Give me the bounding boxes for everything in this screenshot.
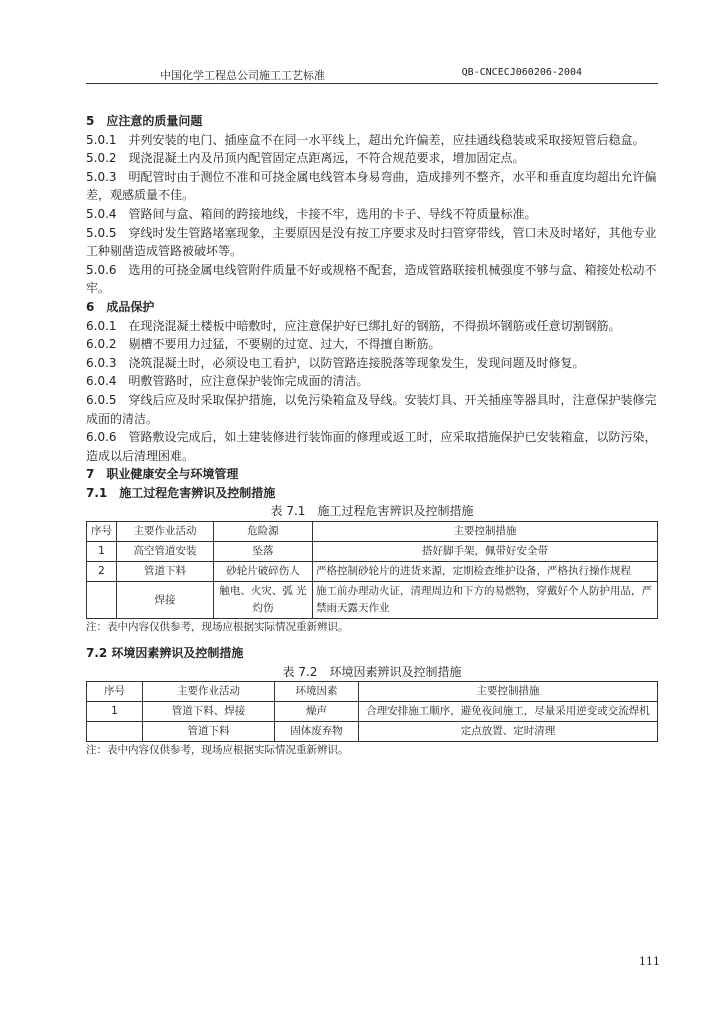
cell-measures: 严格控制砂轮片的进货来源，定期检查维护设备，严格执行操作规程 [313, 562, 658, 582]
table-7-1-caption: 表 7.1 施工过程危害辨识及控制措施 [270, 504, 474, 519]
cell-measures: 搭好脚手架，佩带好安全带 [313, 542, 658, 562]
paragraph-5-0-2: 5.0.2 现浇混凝土内及吊顶内配管固定点距离远，不符合规范要求，增加固定点。 [86, 151, 525, 166]
page-header [86, 67, 658, 84]
cell-activity: 管道下料、焊接 [143, 702, 275, 722]
header-code: QB-CNCECJ060206-2004 [461, 67, 582, 78]
cell-hazard: 触电、火灾、弧 光灼伤 [214, 582, 313, 619]
table-row [87, 542, 658, 562]
cell-activity: 焊接 [117, 582, 214, 619]
document-body [86, 112, 658, 759]
paragraph-6-0-1: 6.0.1 在现浇混凝土楼板中暗敷时，应注意保护好已绑扎好的钢筋，不得损坏钢筋或任意切割钢筋。 [86, 318, 621, 333]
table-row [87, 722, 658, 742]
paragraph-5-0-6: 5.0.6 选用的可挠金属电线管附件质量不好或规格不配套，造成管路联接机械强度不够与盒、箱接处松动不牢。 [86, 262, 657, 296]
hazard-table [86, 521, 658, 619]
header-cell: 主要作业活动 [117, 522, 214, 542]
header-cell: 主要控制措施 [313, 522, 658, 542]
paragraph-5-0-4: 5.0.4 管路间与盒、箱间的跨接地线，卡接不牢，选用的卡子、导线不符质量标准。 [86, 206, 537, 221]
paragraph-5-0-1: 5.0.1 并列安装的电门、插座盒不在同一水平线上，超出允许偏差，应挂通线稳装或采取接短管后稳盒。 [86, 132, 645, 147]
cell-hazard: 坠落 [214, 542, 313, 562]
cell-activity: 高空管道安装 [117, 542, 214, 562]
section-7-1-title: 7.1 施工过程危害辨识及控制措施 [86, 485, 276, 500]
cell-activity: 管道下料 [143, 722, 275, 742]
cell-activity: 管道下料 [117, 562, 214, 582]
section-7-2-title: 7.2 环境因素辨识及控制措施 [86, 646, 244, 661]
header-cell: 主要作业活动 [143, 682, 275, 702]
cell-index [87, 582, 117, 619]
cell-measures: 合理安排施工顺序，避免夜间施工，尽量采用逆变或交流焊机 [359, 702, 658, 722]
cell-factor: 固体废弃物 [275, 722, 359, 742]
table-7-1-note: 注：表中内容仅供参考，现场应根据实际情况重新辨识。 [86, 621, 349, 634]
cell-index [87, 722, 143, 742]
table-row [87, 562, 658, 582]
paragraph-6-0-5: 6.0.5 穿线后应及时采取保护措施，以免污染箱盒及导线。安装灯具、开关插座等器具时，注意保护装修完成面的清洁。 [86, 392, 657, 426]
cell-measures: 施工前办理动火证，清理周边和下方的易燃物，穿戴好个人防护用品，严禁雨天露天作业 [313, 582, 658, 619]
cell-measures: 定点放置、定时清理 [359, 722, 658, 742]
cell-factor: 燥声 [275, 702, 359, 722]
cell-hazard: 砂轮片破碎伤人 [214, 562, 313, 582]
header-cell: 环境因素 [275, 682, 359, 702]
paragraph-6-0-6: 6.0.6 管路敷设完成后，如土建装修进行装饰面的修理或返工时，应采取措施保护已安装箱盒，以防污染，造成以后清理困难。 [86, 430, 657, 463]
header-cell: 主要控制措施 [359, 682, 658, 702]
table-header-row [87, 522, 658, 542]
paragraph-6-0-2: 6.0.2 剔槽不要用力过猛，不要剔的过宽、过大，不得擅自断筋。 [86, 337, 441, 352]
cell-index: 1 [87, 542, 117, 562]
section-5-title: 5 应注意的质量问题 [86, 114, 203, 128]
section-6-title: 6 成品保护 [86, 299, 155, 314]
header-cell: 危险源 [214, 522, 313, 542]
cell-index: 2 [87, 562, 117, 582]
page-number: 111 [639, 955, 660, 968]
environment-table [86, 681, 658, 742]
cell-index: 1 [87, 702, 143, 722]
header-title: 中国化学工程总公司施工工艺标准 [160, 69, 325, 82]
header-cell: 序号 [87, 522, 117, 542]
paragraph-6-0-4: 6.0.4 明敷管路时，应注意保护装饰完成面的清洁。 [86, 374, 369, 389]
table-row [87, 582, 658, 619]
header-cell: 序号 [87, 682, 143, 702]
table-header-row [87, 682, 658, 702]
paragraph-6-0-3: 6.0.3 浇筑混凝土时，必须设电工看护，以防管路连接脱落等现象发生，发现问题及时修复。 [86, 355, 585, 370]
table-row [87, 702, 658, 722]
table-7-2-caption: 表 7.2 环境因素辨识及控制措施 [282, 664, 462, 679]
paragraph-5-0-5: 5.0.5 穿线时发生管路堵塞现象，主要原因是没有按工序要求及时扫管穿带线，管口未及时堵好，其他专业工种剔凿造成管路被破坏等。 [86, 225, 657, 259]
table-7-2-note: 注：表中内容仅供参考，现场应根据实际情况重新辨识。 [86, 744, 349, 757]
paragraph-5-0-3: 5.0.3 明配管时由于测位不准和可挠金属电线管本身易弯曲，造成排列不整齐，水平和垂直度均超出允许偏差，观感质量不佳。 [86, 169, 657, 203]
section-7-title: 7 职业健康安全与环境管理 [86, 467, 239, 482]
